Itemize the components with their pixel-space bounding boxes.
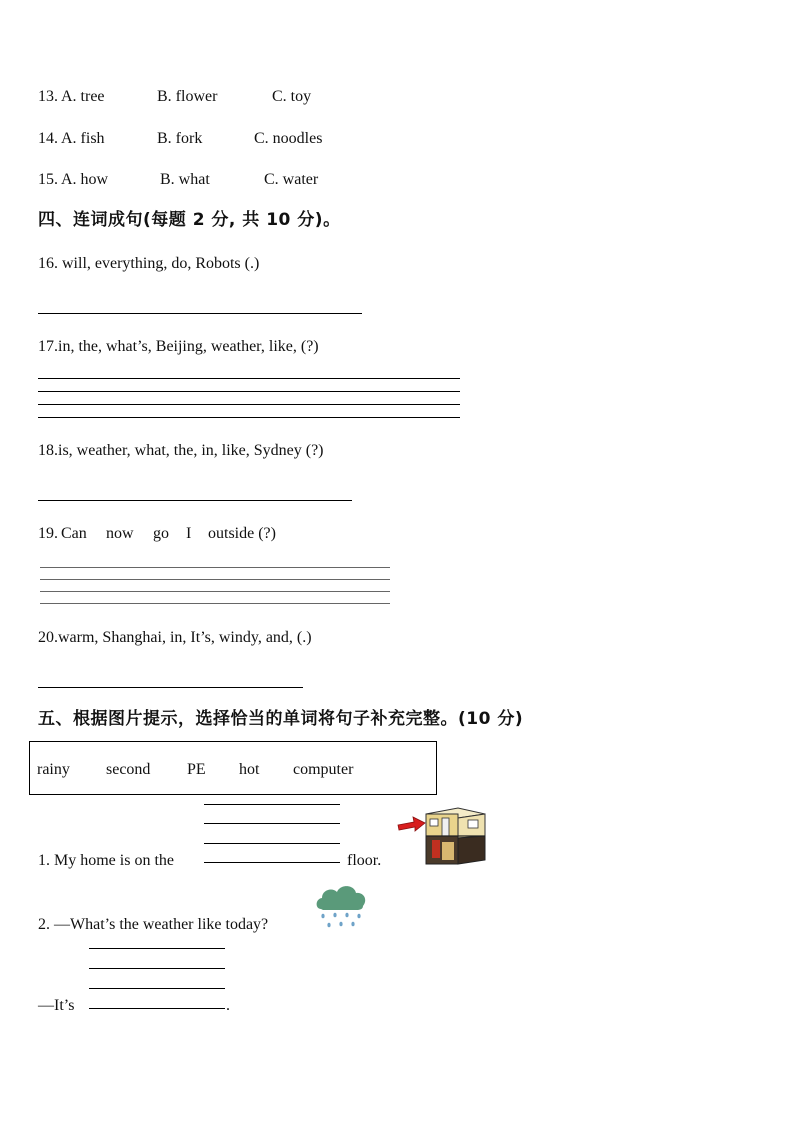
writing-line <box>204 843 340 844</box>
q13-option-c: C. toy <box>272 88 312 105</box>
q19-word: I <box>186 525 192 542</box>
q15-number: 15. <box>38 171 58 188</box>
sentence-1-end: floor. <box>347 852 382 869</box>
writing-line <box>38 417 460 418</box>
question-20: 20.warm, Shanghai, in, It’s, windy, and, (.) <box>38 629 312 646</box>
word-bank-item: PE <box>187 761 206 778</box>
section5-heading: 五、根据图片提示，选择恰当的单词将句子补充完整。(10 分) <box>38 709 524 729</box>
word-bank-item: hot <box>239 761 260 778</box>
word-bank-item: computer <box>293 761 354 778</box>
q19-number: 19. <box>38 525 58 542</box>
writing-line <box>204 804 340 805</box>
q14-number: 14. <box>38 130 58 147</box>
writing-line <box>40 603 390 604</box>
sentence-2-answer-start: —It’s <box>38 997 75 1014</box>
q13-option-a: A. tree <box>61 88 105 105</box>
writing-line <box>40 579 390 580</box>
q14-option-c: C. noodles <box>254 130 323 147</box>
q13-number: 13. <box>38 88 58 105</box>
question-16: 16. will, everything, do, Robots (.) <box>38 255 260 272</box>
writing-line <box>89 948 225 949</box>
writing-line <box>89 1008 225 1009</box>
q19-word: now <box>106 525 134 542</box>
q14-option-a: A. fish <box>61 130 105 147</box>
q19-word: go <box>153 525 169 542</box>
question-17: 17.in, the, what’s, Beijing, weather, like, (?) <box>38 338 319 355</box>
writing-line <box>38 391 460 392</box>
answer-line-20[interactable] <box>38 687 303 688</box>
word-bank-item: second <box>106 761 151 778</box>
q15-option-b: B. what <box>160 171 210 188</box>
sentence-2-question: 2. —What’s the weather like today? <box>38 916 269 933</box>
q13-option-b: B. flower <box>157 88 218 105</box>
writing-line <box>40 567 390 568</box>
q14-option-b: B. fork <box>157 130 203 147</box>
word-bank-item: rainy <box>37 761 70 778</box>
writing-line <box>89 968 225 969</box>
word-bank <box>29 741 437 795</box>
q15-option-c: C. water <box>264 171 319 188</box>
question-18: 18.is, weather, what, the, in, like, Sydney (?) <box>38 442 324 459</box>
red-arrow-icon <box>398 817 425 831</box>
answer-line-18[interactable] <box>38 500 352 501</box>
house-picture <box>396 806 490 868</box>
writing-line <box>89 988 225 989</box>
q15-option-a: A. how <box>61 171 109 188</box>
sentence-1-start: 1. My home is on the <box>38 852 174 869</box>
house-icon <box>426 808 485 864</box>
sentence-2-answer-end: . <box>226 997 230 1014</box>
section4-heading: 四、连词成句(每题 2 分, 共 10 分)。 <box>38 210 341 230</box>
rain-cloud-icon <box>315 882 369 932</box>
writing-line <box>204 862 340 863</box>
writing-line <box>38 404 460 405</box>
q19-word: Can <box>61 525 87 542</box>
q19-word: outside (?) <box>208 525 276 542</box>
answer-line-16[interactable] <box>38 313 362 314</box>
writing-line <box>204 823 340 824</box>
writing-line <box>40 591 390 592</box>
writing-line <box>38 378 460 379</box>
